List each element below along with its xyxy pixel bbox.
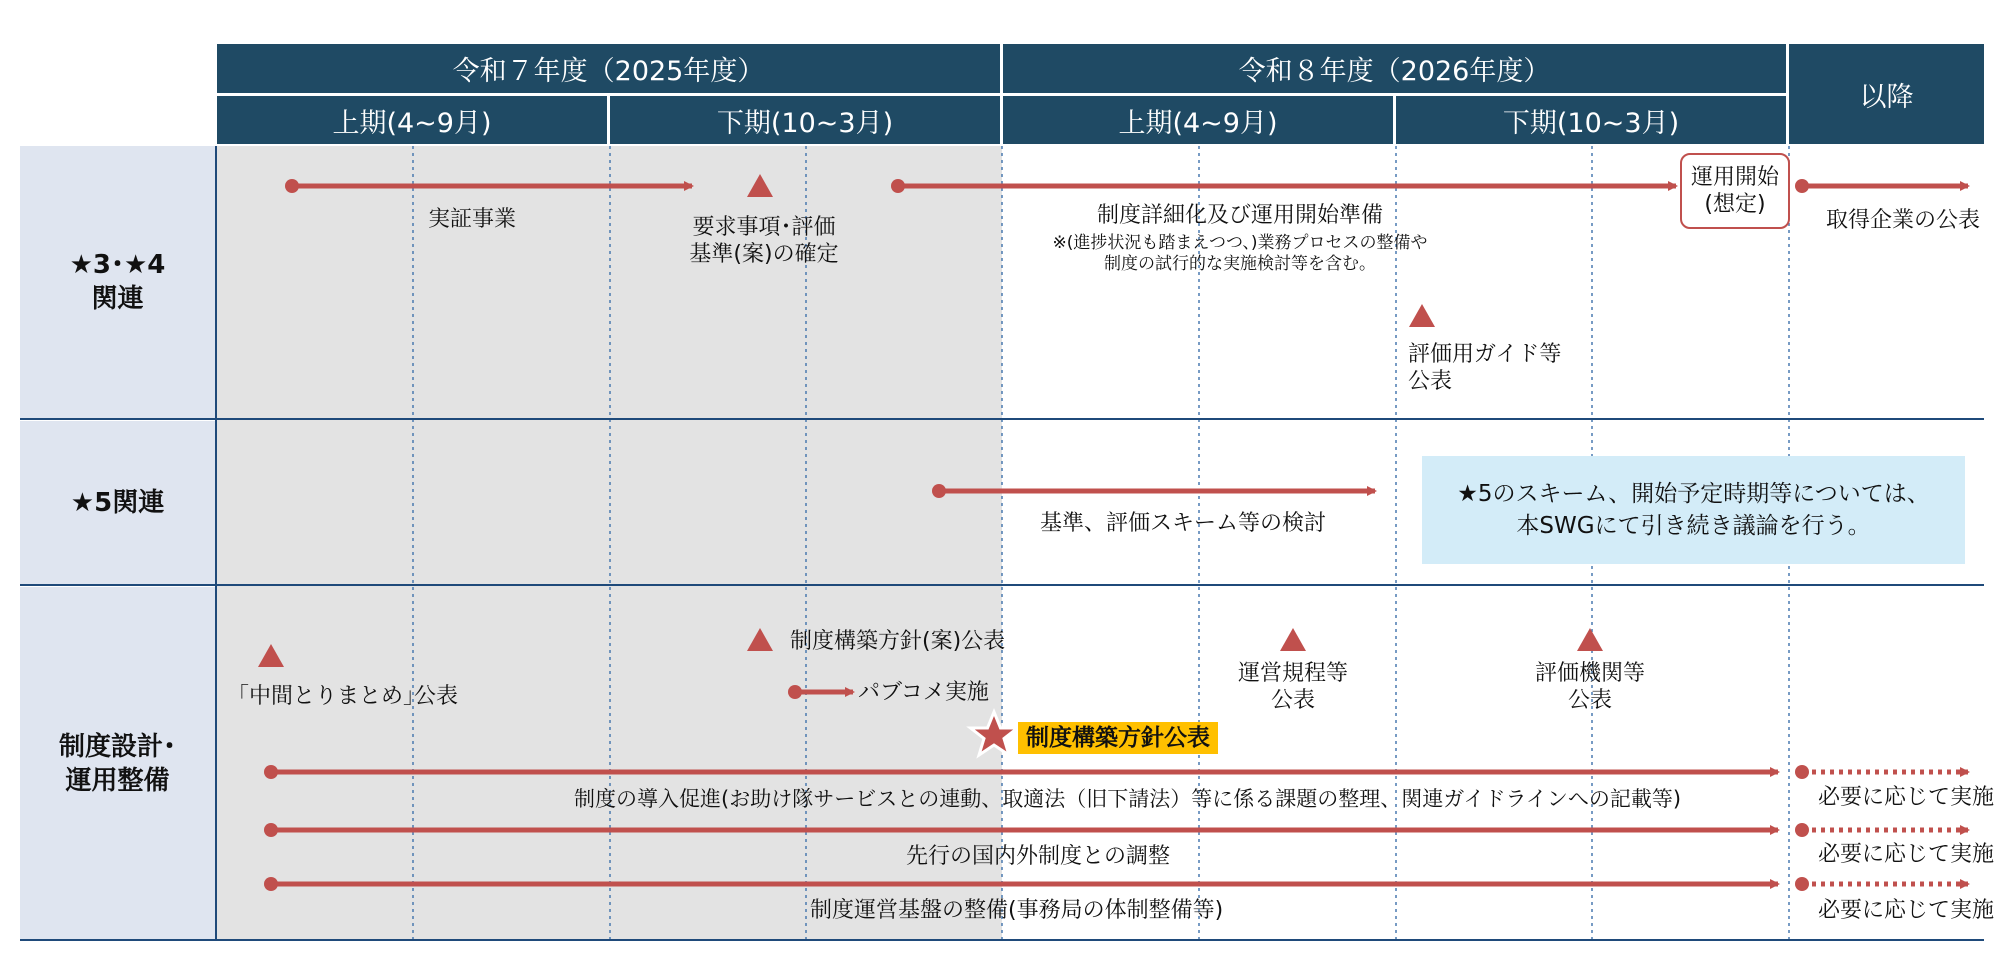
milestone-hyoka — [1577, 628, 1603, 651]
row-label-star5: ★5関連 — [20, 421, 215, 584]
half-header-4: 下期(10~3月) — [1396, 96, 1786, 144]
unyo-kaishi-box: 運用開始 (想定) — [1680, 153, 1790, 229]
label-koutiku-an: 制度構築方針(案)公表 — [790, 629, 1006, 654]
label-jisho: 実証事業 — [428, 207, 517, 232]
milestone-guide — [1409, 304, 1435, 327]
milestone-unei — [1280, 628, 1306, 651]
label-hitsuyo-1: 必要に応じて実施 — [1818, 785, 1995, 810]
label-yokyu: 要求事項･評価 基準(案)の確定 — [689, 215, 839, 267]
star5-callout: ★5のスキーム、開始予定時期等については、 本SWGにて引き続き議論を行う。 — [1422, 456, 1965, 564]
label-kiban: 制度運営基盤の整備(事務局の体制整備等) — [810, 898, 1224, 923]
label-chukan: ｢中間とりまとめ｣公表 — [238, 684, 459, 709]
label-senko: 先行の国内外制度との調整 — [906, 844, 1171, 869]
after-header: 以降 — [1789, 44, 1984, 144]
half-header-1: 上期(4~9月) — [217, 96, 607, 144]
label-seido-shosai: 制度詳細化及び運用開始準備 — [1096, 203, 1383, 228]
year-header-2025: 令和７年度（2025年度） — [217, 44, 1000, 93]
label-shutoku: 取得企業の公表 — [1826, 208, 1981, 233]
label-kijun: 基準、評価スキーム等の検討 — [1040, 511, 1327, 536]
label-hyoka: 評価機関等 公表 — [1534, 661, 1645, 713]
label-koutiku: 制度構築方針公表 — [1018, 722, 1218, 754]
milestone-koutiku-star — [971, 712, 1018, 755]
label-guide: 評価用ガイド等 公表 — [1408, 342, 1562, 394]
milestone-chukan — [258, 644, 284, 667]
row-label-seido: 制度設計･ 運用整備 — [20, 587, 215, 940]
milestone-yokyu — [747, 174, 773, 197]
label-hitsuyo-3: 必要に応じて実施 — [1818, 898, 1995, 923]
label-seido-note: ※(進捗状況も踏まえつつ、)業務プロセスの整備や 制度の試行的な実施検討等を含む。 — [1052, 233, 1428, 274]
label-dounyu: 制度の導入促進(お助け隊サービスとの連動、取適法（旧下請法）等に係る課題の整理、関連ガイドラインへの記載等) — [574, 787, 1682, 811]
label-hitsuyo-2: 必要に応じて実施 — [1818, 842, 1995, 867]
half-header-2: 下期(10~3月) — [610, 96, 1000, 144]
row-label-star34: ★3･★4 関連 — [20, 146, 215, 418]
label-pabukome: パブコメ実施 — [858, 680, 989, 705]
half-header-3: 上期(4~9月) — [1003, 96, 1393, 144]
year-header-2026: 令和８年度（2026年度） — [1003, 44, 1786, 93]
label-unei: 運営規程等 公表 — [1237, 661, 1348, 713]
milestone-koutiku-an — [747, 628, 773, 651]
